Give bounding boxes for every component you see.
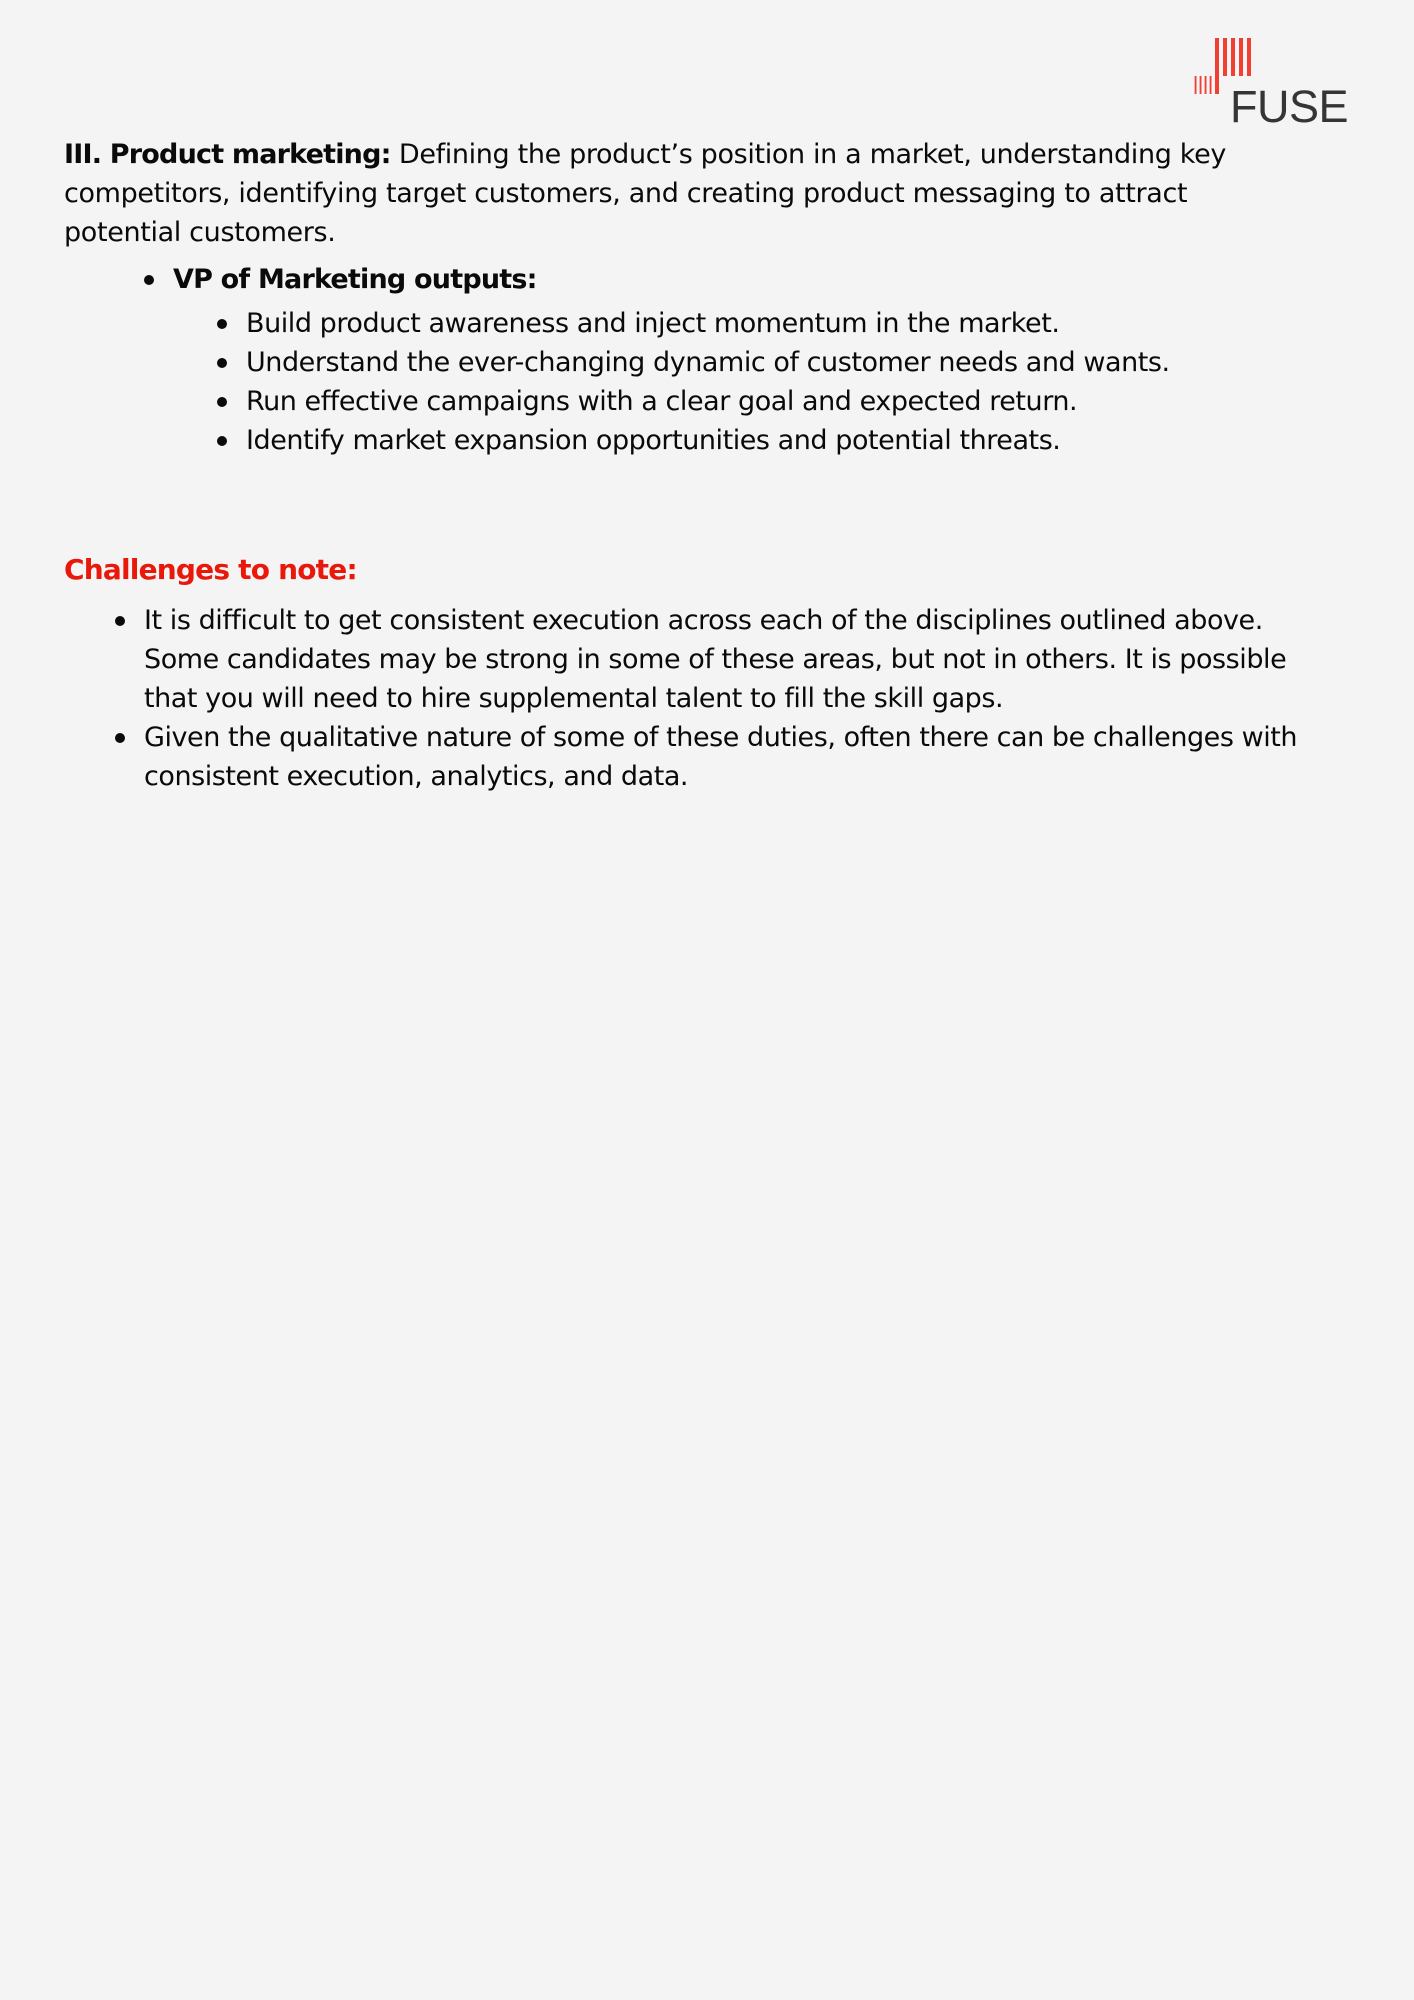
bullet-icon <box>217 358 227 368</box>
challenges-heading: Challenges to note: <box>64 553 357 586</box>
bullet-icon <box>217 319 227 329</box>
outputs-list-item <box>173 260 1354 460</box>
output-item-text: Identify market expansion opportunities and potential threats. <box>246 425 1061 456</box>
bullet-icon <box>144 275 154 285</box>
bullet-icon <box>217 397 227 407</box>
logo-wordmark: FUSE <box>1230 81 1349 132</box>
output-item <box>246 343 1354 382</box>
output-item-text: Run effective campaigns with a clear goal and expected return. <box>246 386 1078 417</box>
document-page <box>64 135 1354 796</box>
bullet-icon <box>217 436 227 446</box>
challenge-item-text: It is difficult to get consistent execution across each of the disciplines outlined above. Some candidates may be strong in some of these areas, but not in others. It is possible that you will need to hire supplemental talent to fill the skill gaps. <box>144 605 1287 714</box>
section-heading: III. Product marketing: <box>64 139 391 170</box>
outputs-label: VP of Marketing outputs: <box>173 264 537 295</box>
challenge-item-text: Given the qualitative nature of some of these duties, often there can be challenges with consistent execution, analytics, and data. <box>144 722 1298 792</box>
bullet-icon <box>115 616 125 626</box>
output-item <box>246 421 1354 460</box>
section-description: Defining the product’s position in a market, understanding key competitors, identifying target customers, and creating product messaging to attract potential customers. <box>64 139 1226 248</box>
outputs-list <box>64 260 1354 460</box>
fuse-logo <box>1192 38 1352 133</box>
output-item-text: Understand the ever-changing dynamic of customer needs and wants. <box>246 347 1170 378</box>
output-item-text: Build product awareness and inject momentum in the market. <box>246 308 1060 339</box>
bullet-icon <box>115 733 125 743</box>
challenge-item <box>144 718 1344 796</box>
challenge-item <box>144 601 1344 718</box>
output-item <box>246 304 1354 343</box>
product-marketing-paragraph <box>64 135 1284 252</box>
challenges-list <box>64 601 1344 796</box>
outputs-sublist <box>173 304 1354 460</box>
output-item <box>246 382 1354 421</box>
